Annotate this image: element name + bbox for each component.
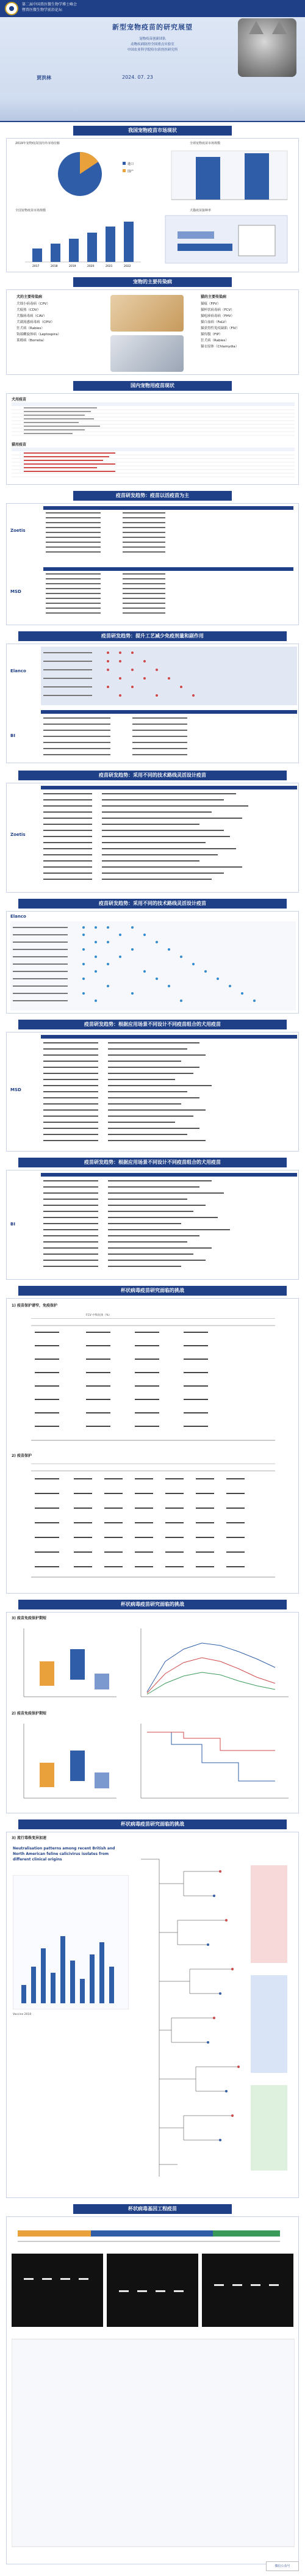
bar: [106, 227, 115, 262]
cat-disease-title: 猫的主要传染病: [201, 295, 227, 299]
list-item: 猫衣原体（Chlamydia）: [201, 345, 239, 349]
section-heading: [0, 1600, 305, 1609]
org-line: 中国农业科学院哈尔滨兽医研究所: [127, 48, 178, 52]
section-heading: [0, 1020, 305, 1029]
section-title: 疫苗研发趋势：根据应用场景不同设计不同疫苗组合的犬用疫苗: [84, 1159, 221, 1165]
company-label-bi: BI: [10, 1222, 15, 1227]
list-item: 猫疱疹病毒病（FHV）: [201, 314, 235, 318]
table-header-row: [12, 402, 295, 406]
company-label-elanco: Elanco: [10, 669, 26, 673]
section-title: 我国宠物疫苗市场现状: [128, 128, 177, 133]
section-title: 疫苗研发趋势：采用不同的技术路线灵活设计疫苗: [99, 772, 206, 778]
chart-area: [171, 151, 287, 200]
box-chart-title: 犬猫疫苗接种率: [190, 209, 212, 212]
list-item: 莱姆病（Borrelia）: [16, 339, 46, 343]
section-heading: [0, 2204, 305, 2214]
section-heading: [0, 1820, 305, 1829]
tech-route-panel-elanco: [6, 911, 299, 1014]
section-heading: [0, 381, 305, 391]
combo-panel-msd: [6, 1032, 299, 1152]
section-title: 疫苗研发趋势：根据应用场景不同设计不同疫苗组合的犬用疫苗: [84, 1021, 221, 1027]
vaccination-rate-chart: [159, 213, 293, 268]
legend-swatch: [123, 169, 126, 172]
bi-combo-table: [41, 1173, 297, 1277]
tick-label: 2021: [106, 265, 113, 268]
section-heading: [0, 126, 305, 136]
section-title: 杯状病毒基因工程疫苗: [128, 2206, 177, 2211]
elanco-matrix: [10, 921, 296, 1010]
header-wave: [0, 99, 305, 121]
phylogenetic-tree: [135, 1847, 296, 2189]
disease-panel: [6, 289, 299, 375]
bar-chart-title: 全国宠物疫苗市场规模: [15, 209, 46, 212]
list-item: 猫瘟（FPV）: [201, 302, 221, 306]
legend-label: 进口: [127, 162, 134, 166]
box: [40, 1763, 54, 1787]
section-heading: [0, 277, 305, 287]
series-line: [147, 1732, 275, 1751]
list-item: 猫获得性免疫缺陷（FIV）: [201, 327, 240, 330]
conference-line1: 第二届中国兽医微生物学博士峰会: [22, 2, 77, 7]
dog-disease-title: 犬的主要传染病: [16, 295, 43, 299]
neutralization-chart: [13, 1875, 129, 2009]
institute-logo-icon: [5, 2, 18, 15]
dog-disease-list: [16, 301, 61, 344]
fcv-engineering-panel: [6, 2216, 299, 2564]
dog-vaccine-table: [12, 402, 295, 439]
section-title: 疫苗研发趋势：疫苗以活疫苗为主: [116, 493, 189, 498]
conference-name: [22, 2, 77, 13]
section-title: 疫苗研发趋势：提升工艺减少免疫剂量和副作用: [101, 633, 204, 639]
pie-chart: [13, 146, 147, 204]
section-heading: [0, 631, 305, 641]
challenge-heading: 3) 流行毒株变异加速: [12, 1836, 47, 1840]
date: 2024. 07. 23: [122, 74, 153, 80]
wechat-watermark: 微信公众号: [266, 2561, 299, 2571]
list-item: 猫传腹（FIP）: [201, 333, 223, 336]
paper-title: Neutralisation patterns among recent British and North American feline calicivirus isolates from different clinical origins: [13, 1846, 115, 1862]
market-bar-chart: [159, 145, 293, 206]
elanco-icon-grid: [41, 647, 297, 705]
challenge-heading: 2) 疫苗免疫保护期短: [12, 1711, 47, 1716]
dog-photo: [110, 295, 184, 332]
list-item: 猫杯状病毒病（FCV）: [201, 308, 234, 312]
gel-and-western-images: [12, 2254, 295, 2559]
poster-title: 新型宠物疫苗的研究展望: [112, 23, 193, 31]
company-label-bi: BI: [10, 733, 15, 738]
table-header-row: [41, 786, 297, 789]
fcv-challenge-panel-1: [6, 1298, 299, 1594]
list-item: 猫白血病（FeLV）: [201, 321, 229, 324]
section-title: 国内宠物用疫苗现状: [131, 383, 174, 388]
poster-header: [0, 0, 305, 122]
genome-map: [12, 2222, 295, 2246]
author-name: 贾洪林: [37, 75, 51, 81]
box: [70, 1649, 85, 1680]
list-item: 狂犬病（Rabies）: [16, 327, 45, 330]
box: [178, 244, 232, 251]
series-line: [147, 1732, 275, 1781]
titer-line-chart: [129, 1625, 293, 1704]
section-heading: [0, 491, 305, 501]
section-heading: [0, 1158, 305, 1167]
bar: [245, 153, 269, 200]
list-item: 犬细小病毒病（CPV）: [16, 302, 50, 306]
challenge-heading: 1) 疫苗保护谱窄，免疫保护: [12, 1304, 58, 1308]
zoetis-tech-table: [41, 786, 297, 890]
company-label-msd: MSD: [10, 589, 21, 594]
fcv-challenge-panel-2: [6, 1612, 299, 1813]
section-title: 疫苗研发趋势：采用不同的技术路线灵活设计疫苗: [99, 901, 206, 906]
live-vaccine-panel: [6, 503, 299, 625]
bar: [124, 222, 134, 262]
company-label-msd: MSD: [10, 1087, 21, 1092]
section-heading: [0, 1286, 305, 1296]
company-label-elanco: Elanco: [10, 914, 26, 919]
list-item: 犬腺病毒病（CAV）: [16, 314, 47, 318]
table-header-row: [43, 567, 293, 571]
legend-swatch: [123, 162, 126, 165]
bi-product-table: [41, 710, 297, 761]
bar-chart-title: 全球宠物疫苗市场规模: [190, 142, 221, 145]
neutralization-table-1: [31, 1318, 275, 1446]
box-plot-1: [15, 1625, 119, 1704]
reference: Vaccine 2010: [13, 2013, 32, 2016]
bar: [51, 244, 60, 262]
cat-disease-list: [201, 301, 240, 350]
section-heading: [0, 771, 305, 780]
tick-label: 2017: [32, 265, 40, 268]
pie-chart-title: 2019年宠物疫苗国内外市场份额: [15, 142, 60, 145]
msd-product-table: [43, 567, 293, 622]
list-item: 犬副流感病毒病（CPIV）: [16, 321, 55, 324]
tick-label: 2022: [124, 265, 131, 268]
bar: [87, 233, 97, 262]
series-line: [147, 1672, 275, 1694]
table-title: FCV 中和抗体（%）: [86, 1314, 112, 1317]
table-header-row: [41, 1035, 297, 1039]
box: [178, 231, 214, 239]
table-header-row: [43, 506, 293, 510]
combo-panel-bi: [6, 1170, 299, 1280]
table-header-row: [12, 448, 295, 451]
bar: [196, 157, 220, 200]
challenge-heading: 2) 疫苗保护: [12, 1454, 32, 1458]
section-title: 宠物的主要传染病: [133, 279, 172, 285]
tick-label: 2018: [51, 265, 58, 268]
bar: [32, 249, 42, 262]
zoetis-product-table: [43, 506, 293, 561]
list-item: 犬瘟热（CDV）: [16, 308, 41, 312]
msd-combo-table: [41, 1035, 297, 1148]
legend-label: 国产: [127, 170, 134, 173]
fcv-challenge-panel-3: [6, 1832, 299, 2198]
section-heading: [0, 899, 305, 909]
table-title: 犬用疫苗: [12, 397, 27, 402]
table-title: 猫用疫苗: [12, 443, 27, 447]
domestic-vaccine-panel: [6, 393, 299, 485]
tech-route-panel-zoetis: [6, 783, 299, 893]
table-header-row: [41, 1173, 297, 1177]
list-item: 钩端螺旋体病（Leptospira）: [16, 333, 61, 336]
process-panel: [6, 644, 299, 763]
box-plot-2: [15, 1720, 119, 1805]
org-line: 宠物疫苗创新团队: [138, 37, 166, 41]
company-label-zoetis: Zoetis: [10, 832, 26, 837]
box: [40, 1661, 54, 1686]
conference-line2: 暨兽医微生物学前沿论坛: [22, 8, 63, 12]
cat-vaccine-table: [12, 448, 295, 482]
series-line: [147, 1643, 275, 1692]
box: [95, 1674, 109, 1689]
market-panel: [6, 138, 299, 272]
bar: [69, 239, 79, 262]
org-line: 动物疾病防控全国重点实验室: [131, 43, 174, 46]
company-label-zoetis: Zoetis: [10, 528, 26, 533]
cat-photo: [110, 335, 184, 372]
tick-label: 2019: [69, 265, 76, 268]
box: [95, 1772, 109, 1788]
tick-label: 2020: [87, 265, 95, 268]
series-line: [147, 1658, 275, 1693]
survival-chart: [129, 1720, 293, 1805]
section-title: 杯状病毒疫苗研究面临的挑战: [121, 1288, 184, 1293]
cat-photo: [238, 18, 296, 77]
section-title: 杯状病毒疫苗研究面临的挑战: [121, 1602, 184, 1607]
domestic-market-chart: [13, 213, 147, 268]
box: [70, 1751, 85, 1781]
inset-table: [239, 225, 275, 256]
table-header-row: [41, 710, 297, 714]
list-item: 狂犬病（Rabies）: [201, 339, 229, 343]
challenge-heading: 3) 疫苗免疫保护期短: [12, 1616, 47, 1620]
section-title: 杯状病毒疫苗研究面临的挑战: [121, 1821, 184, 1827]
neutralization-table-2: [31, 1464, 275, 1586]
